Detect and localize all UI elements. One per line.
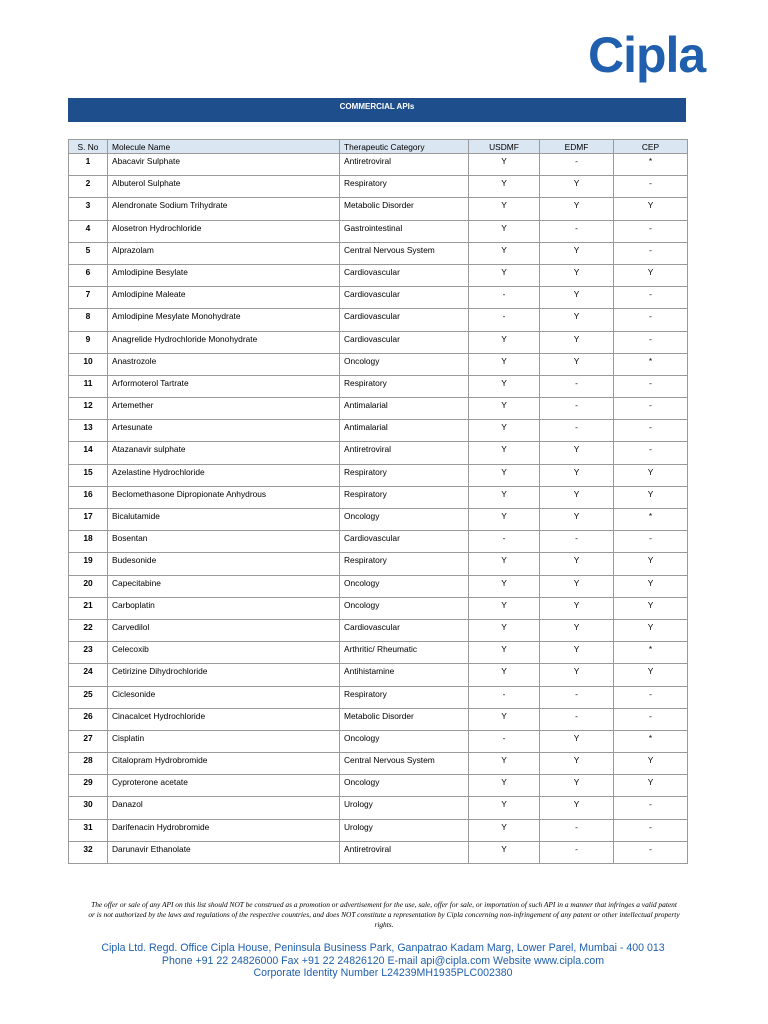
cell-molecule: Artesunate [108, 420, 340, 442]
cell-usdmf: Y [469, 420, 540, 442]
cell-cep: - [614, 242, 688, 264]
cell-edmf: Y [540, 642, 614, 664]
cell-edmf: Y [540, 730, 614, 752]
cell-category: Metabolic Disorder [340, 708, 469, 730]
cell-sno: 20 [69, 575, 108, 597]
cell-category: Gastrointestinal [340, 220, 469, 242]
cell-cep: Y [614, 753, 688, 775]
cell-molecule: Celecoxib [108, 642, 340, 664]
cell-molecule: Darunavir Ethanolate [108, 841, 340, 863]
cell-usdmf: Y [469, 664, 540, 686]
cell-category: Antimalarial [340, 398, 469, 420]
cell-category: Antimalarial [340, 420, 469, 442]
cell-molecule: Carboplatin [108, 597, 340, 619]
cell-category: Respiratory [340, 686, 469, 708]
table-row [69, 176, 688, 198]
cell-cep: - [614, 841, 688, 863]
cell-edmf: Y [540, 242, 614, 264]
cell-cep: * [614, 154, 688, 176]
cell-category: Respiratory [340, 553, 469, 575]
cell-edmf: Y [540, 575, 614, 597]
cell-cep: - [614, 708, 688, 730]
table-row [69, 575, 688, 597]
cell-edmf: Y [540, 331, 614, 353]
cell-usdmf: - [469, 287, 540, 309]
col-header-cep: CEP [614, 140, 688, 154]
cell-sno: 26 [69, 708, 108, 730]
cell-usdmf: Y [469, 375, 540, 397]
cell-usdmf: Y [469, 264, 540, 286]
cell-molecule: Ciclesonide [108, 686, 340, 708]
cell-molecule: Cetirizine Dihydrochloride [108, 664, 340, 686]
cell-sno: 12 [69, 398, 108, 420]
cell-edmf: - [540, 398, 614, 420]
cell-molecule: Amlodipine Maleate [108, 287, 340, 309]
table-row [69, 664, 688, 686]
table-row [69, 287, 688, 309]
cell-sno: 14 [69, 442, 108, 464]
table-row [69, 198, 688, 220]
cipla-logo: Cipla [588, 27, 706, 83]
cell-cep: - [614, 398, 688, 420]
cell-cep: - [614, 220, 688, 242]
cell-category: Cardiovascular [340, 331, 469, 353]
cell-cep: - [614, 375, 688, 397]
cell-molecule: Arformoterol Tartrate [108, 375, 340, 397]
cell-sno: 29 [69, 775, 108, 797]
cell-sno: 4 [69, 220, 108, 242]
cell-edmf: - [540, 531, 614, 553]
cell-sno: 9 [69, 331, 108, 353]
cell-cep: Y [614, 619, 688, 641]
col-header-molecule: Molecule Name [108, 140, 340, 154]
cell-usdmf: Y [469, 220, 540, 242]
table-row [69, 686, 688, 708]
cell-edmf: - [540, 686, 614, 708]
col-header-edmf: EDMF [540, 140, 614, 154]
cell-cep: Y [614, 486, 688, 508]
cell-molecule: Anagrelide Hydrochloride Monohydrate [108, 331, 340, 353]
cell-cep: - [614, 420, 688, 442]
cell-edmf: Y [540, 264, 614, 286]
cell-category: Oncology [340, 730, 469, 752]
cell-cep: Y [614, 597, 688, 619]
cell-edmf: - [540, 154, 614, 176]
cell-edmf: Y [540, 553, 614, 575]
cell-cep: Y [614, 464, 688, 486]
cell-edmf: Y [540, 753, 614, 775]
col-header-category: Therapeutic Category [340, 140, 469, 154]
cell-sno: 18 [69, 531, 108, 553]
table-row [69, 553, 688, 575]
cell-edmf: - [540, 420, 614, 442]
cell-usdmf: Y [469, 553, 540, 575]
cell-edmf: Y [540, 442, 614, 464]
cell-usdmf: Y [469, 708, 540, 730]
table-row [69, 841, 688, 863]
cell-category: Cardiovascular [340, 309, 469, 331]
cell-molecule: Budesonide [108, 553, 340, 575]
cell-usdmf: Y [469, 841, 540, 863]
cell-edmf: - [540, 819, 614, 841]
cell-usdmf: Y [469, 353, 540, 375]
table-row [69, 775, 688, 797]
cell-edmf: Y [540, 775, 614, 797]
cell-molecule: Albuterol Sulphate [108, 176, 340, 198]
table-row [69, 597, 688, 619]
cell-sno: 30 [69, 797, 108, 819]
cell-cep: * [614, 730, 688, 752]
cell-edmf: Y [540, 509, 614, 531]
cell-category: Oncology [340, 353, 469, 375]
cell-category: Oncology [340, 575, 469, 597]
cell-molecule: Amlodipine Mesylate Monohydrate [108, 309, 340, 331]
cell-sno: 8 [69, 309, 108, 331]
cell-molecule: Abacavir Sulphate [108, 154, 340, 176]
table-row [69, 375, 688, 397]
cell-category: Oncology [340, 597, 469, 619]
api-table [68, 139, 688, 864]
cell-sno: 32 [69, 841, 108, 863]
cell-category: Urology [340, 797, 469, 819]
cell-category: Respiratory [340, 176, 469, 198]
section-banner: COMMERCIAL APIs [68, 98, 686, 122]
cell-category: Metabolic Disorder [340, 198, 469, 220]
cell-category: Antiretroviral [340, 442, 469, 464]
cell-category: Respiratory [340, 486, 469, 508]
cell-usdmf: Y [469, 642, 540, 664]
table-row [69, 220, 688, 242]
cell-cep: - [614, 686, 688, 708]
cell-molecule: Danazol [108, 797, 340, 819]
table-row [69, 442, 688, 464]
cell-cep: Y [614, 775, 688, 797]
cell-sno: 5 [69, 242, 108, 264]
cell-category: Cardiovascular [340, 287, 469, 309]
table-row [69, 486, 688, 508]
cell-usdmf: - [469, 531, 540, 553]
cell-edmf: Y [540, 664, 614, 686]
cell-molecule: Cinacalcet Hydrochloride [108, 708, 340, 730]
table-row [69, 642, 688, 664]
cell-sno: 21 [69, 597, 108, 619]
cell-molecule: Cyproterone acetate [108, 775, 340, 797]
cell-cep: Y [614, 264, 688, 286]
cell-category: Antiretroviral [340, 841, 469, 863]
cell-usdmf: Y [469, 154, 540, 176]
cell-molecule: Alprazolam [108, 242, 340, 264]
cell-sno: 10 [69, 353, 108, 375]
table-header-row [69, 140, 688, 154]
cell-category: Oncology [340, 775, 469, 797]
cell-sno: 16 [69, 486, 108, 508]
cell-edmf: Y [540, 176, 614, 198]
cell-cep: - [614, 309, 688, 331]
cell-usdmf: Y [469, 398, 540, 420]
cell-edmf: Y [540, 287, 614, 309]
cell-molecule: Capecitabine [108, 575, 340, 597]
cell-usdmf: Y [469, 619, 540, 641]
cell-usdmf: Y [469, 198, 540, 220]
cell-molecule: Carvedilol [108, 619, 340, 641]
cell-sno: 31 [69, 819, 108, 841]
disclaimer-text: The offer or sale of any API on this list should NOT be construed as a promotion or advertisement for the use, sale, offer for sale, or importation of such API in a manner that infringes a valid patent or is not authorized by the laws and regulations of the respective countries, and does NOT constitute a representation by Cipla concerning non-infringement of any patent or other intellectual property rights. [88, 900, 680, 929]
table-row [69, 353, 688, 375]
cell-sno: 7 [69, 287, 108, 309]
table-row [69, 819, 688, 841]
cell-usdmf: Y [469, 464, 540, 486]
cell-molecule: Amlodipine Besylate [108, 264, 340, 286]
cell-usdmf: - [469, 730, 540, 752]
cell-sno: 24 [69, 664, 108, 686]
table-row [69, 331, 688, 353]
cell-edmf: - [540, 375, 614, 397]
cell-sno: 17 [69, 509, 108, 531]
cell-category: Antihistamine [340, 664, 469, 686]
cell-cep: Y [614, 664, 688, 686]
cell-usdmf: Y [469, 176, 540, 198]
cell-sno: 13 [69, 420, 108, 442]
col-header-sno: S. No [69, 140, 108, 154]
cell-usdmf: Y [469, 775, 540, 797]
table-body [69, 154, 688, 864]
cell-usdmf: Y [469, 597, 540, 619]
cell-edmf: - [540, 708, 614, 730]
table-row [69, 420, 688, 442]
cell-category: Central Nervous System [340, 753, 469, 775]
cell-edmf: Y [540, 797, 614, 819]
table-row [69, 531, 688, 553]
cell-usdmf: Y [469, 819, 540, 841]
cell-edmf: Y [540, 309, 614, 331]
cell-molecule: Cisplatin [108, 730, 340, 752]
cell-category: Cardiovascular [340, 619, 469, 641]
cell-molecule: Beclomethasone Dipropionate Anhydrous [108, 486, 340, 508]
cell-category: Respiratory [340, 375, 469, 397]
cell-cep: Y [614, 575, 688, 597]
cell-cep: - [614, 287, 688, 309]
cell-edmf: Y [540, 597, 614, 619]
cell-edmf: Y [540, 198, 614, 220]
cell-molecule: Alendronate Sodium Trihydrate [108, 198, 340, 220]
cell-cep: - [614, 442, 688, 464]
cell-usdmf: Y [469, 797, 540, 819]
cell-molecule: Citalopram Hydrobromide [108, 753, 340, 775]
cell-sno: 28 [69, 753, 108, 775]
cell-usdmf: Y [469, 442, 540, 464]
cell-cep: * [614, 353, 688, 375]
cell-molecule: Bosentan [108, 531, 340, 553]
cell-sno: 15 [69, 464, 108, 486]
cell-usdmf: Y [469, 575, 540, 597]
cell-cep: - [614, 176, 688, 198]
cell-edmf: Y [540, 619, 614, 641]
cell-category: Arthritic/ Rheumatic [340, 642, 469, 664]
cell-sno: 19 [69, 553, 108, 575]
cell-sno: 27 [69, 730, 108, 752]
cell-sno: 2 [69, 176, 108, 198]
cell-usdmf: Y [469, 509, 540, 531]
cell-molecule: Alosetron Hydrochloride [108, 220, 340, 242]
cell-usdmf: Y [469, 753, 540, 775]
cell-category: Cardiovascular [340, 264, 469, 286]
cell-edmf: - [540, 220, 614, 242]
cell-usdmf: - [469, 309, 540, 331]
cell-cep: - [614, 797, 688, 819]
cell-molecule: Azelastine Hydrochloride [108, 464, 340, 486]
col-header-usdmf: USDMF [469, 140, 540, 154]
footer-cin: Corporate Identity Number L24239MH1935PLC002380 [253, 967, 513, 979]
cell-sno: 1 [69, 154, 108, 176]
table-row [69, 708, 688, 730]
cell-cep: Y [614, 553, 688, 575]
cell-sno: 11 [69, 375, 108, 397]
cell-molecule: Bicalutamide [108, 509, 340, 531]
cell-cep: * [614, 642, 688, 664]
cell-usdmf: Y [469, 242, 540, 264]
cell-sno: 22 [69, 619, 108, 641]
table-row [69, 154, 688, 176]
cell-cep: - [614, 819, 688, 841]
cell-cep: - [614, 531, 688, 553]
cell-usdmf: Y [469, 331, 540, 353]
cell-molecule: Anastrozole [108, 353, 340, 375]
cell-edmf: - [540, 841, 614, 863]
cell-edmf: Y [540, 486, 614, 508]
cell-category: Respiratory [340, 464, 469, 486]
cell-category: Antiretroviral [340, 154, 469, 176]
table-row [69, 309, 688, 331]
table-row [69, 398, 688, 420]
cell-cep: Y [614, 198, 688, 220]
table-row [69, 619, 688, 641]
cell-category: Oncology [340, 509, 469, 531]
cell-molecule: Artemether [108, 398, 340, 420]
cell-category: Urology [340, 819, 469, 841]
cell-category: Central Nervous System [340, 242, 469, 264]
cell-category: Cardiovascular [340, 531, 469, 553]
table-row [69, 797, 688, 819]
cell-edmf: Y [540, 353, 614, 375]
cell-molecule: Darifenacin Hydrobromide [108, 819, 340, 841]
table-row [69, 753, 688, 775]
table-row [69, 242, 688, 264]
cell-sno: 25 [69, 686, 108, 708]
table-row [69, 509, 688, 531]
cell-sno: 23 [69, 642, 108, 664]
cell-usdmf: Y [469, 486, 540, 508]
cell-sno: 3 [69, 198, 108, 220]
cell-sno: 6 [69, 264, 108, 286]
table-row [69, 464, 688, 486]
footer-contact: Phone +91 22 24826000 Fax +91 22 24826120 E-mail api@cipla.com Website www.cipla.com [161, 954, 605, 967]
cell-cep: - [614, 331, 688, 353]
footer-address: Cipla Ltd. Regd. Office Cipla House, Peninsula Business Park, Ganpatrao Kadam Marg, Lower Parel, Mumbai - 400 013 [101, 942, 665, 954]
cell-cep: * [614, 509, 688, 531]
footer [68, 942, 698, 980]
cell-molecule: Atazanavir sulphate [108, 442, 340, 464]
cell-edmf: Y [540, 464, 614, 486]
table-row [69, 730, 688, 752]
cell-usdmf: - [469, 686, 540, 708]
table-row [69, 264, 688, 286]
